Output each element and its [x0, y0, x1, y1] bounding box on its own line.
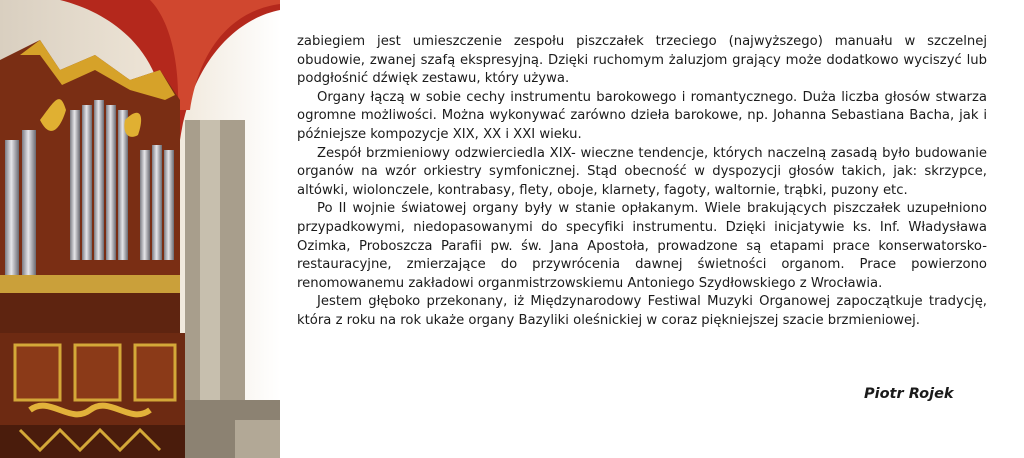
paragraph-2: Organy łączą w sobie cechy instrumentu barokowego i romantycznego. Duża liczba głosów stwarza ogromne możliwości. Można wykonywać zarówno dzieła barokowe, np. Johanna Sebastiana Bacha, jak i późniejsze kompozycje XIX, XX i XXI wieku.	[297, 89, 987, 142]
organ-photo	[0, 0, 280, 458]
paragraph-3: Zespół brzmieniowy odzwierciedla XIX- wieczne tendencje, których naczelną zasadą było budowanie organów na wzór orkiestry symfonicznej. Stąd obecność w dyspozycji głosów takich, jak: skrzypce, altówki, wiolonczele, kontrabasy, flety, oboje, klarnety, fagoty, waltornie, trąbki, puzony etc.	[297, 145, 987, 198]
paragraph-1: zabiegiem jest umieszczenie zespołu piszczałek trzeciego (najwyższego) manuału w szczelnej obudowie, zwanej szafą ekspresyjną. Dzięki ruchomym żaluzjom grający może dodatkowo wyciszyć lub podgłośnić dźwięk zestawu, który używa.	[297, 34, 987, 87]
author-signature: Piotr Rojek	[864, 386, 954, 402]
organ-photo-icon	[0, 0, 280, 458]
article-text	[297, 33, 987, 331]
paragraph-5: Jestem głęboko przekonany, iż Międzynarodowy Festiwal Muzyki Organowej zapoczątkuje tradycję, która z roku na rok ukaże organy Bazyliki oleśnickiej w coraz piękniejszej szacie brzmieniowej.	[297, 294, 987, 328]
paragraph-4: Po II wojnie światowej organy były w stanie opłakanym. Wiele brakujących piszczałek uzupełniono przypadkowymi, niedopasowanymi do specyfiki instrumentu. Dzięki inicjatywie ks. Inf. Władysława Ozimka, Proboszcza Parafii pw. św. Jana Apostoła, prowadzone są etapami prace konserwatorsko- restauracyjne, zmierzające do przywrócenia dawnej świetności organom. Prace powierzono renomowanemu zakładowi organmistrzowskiemu Antoniego Szydłowskiego z Wrocławia.	[297, 201, 987, 291]
